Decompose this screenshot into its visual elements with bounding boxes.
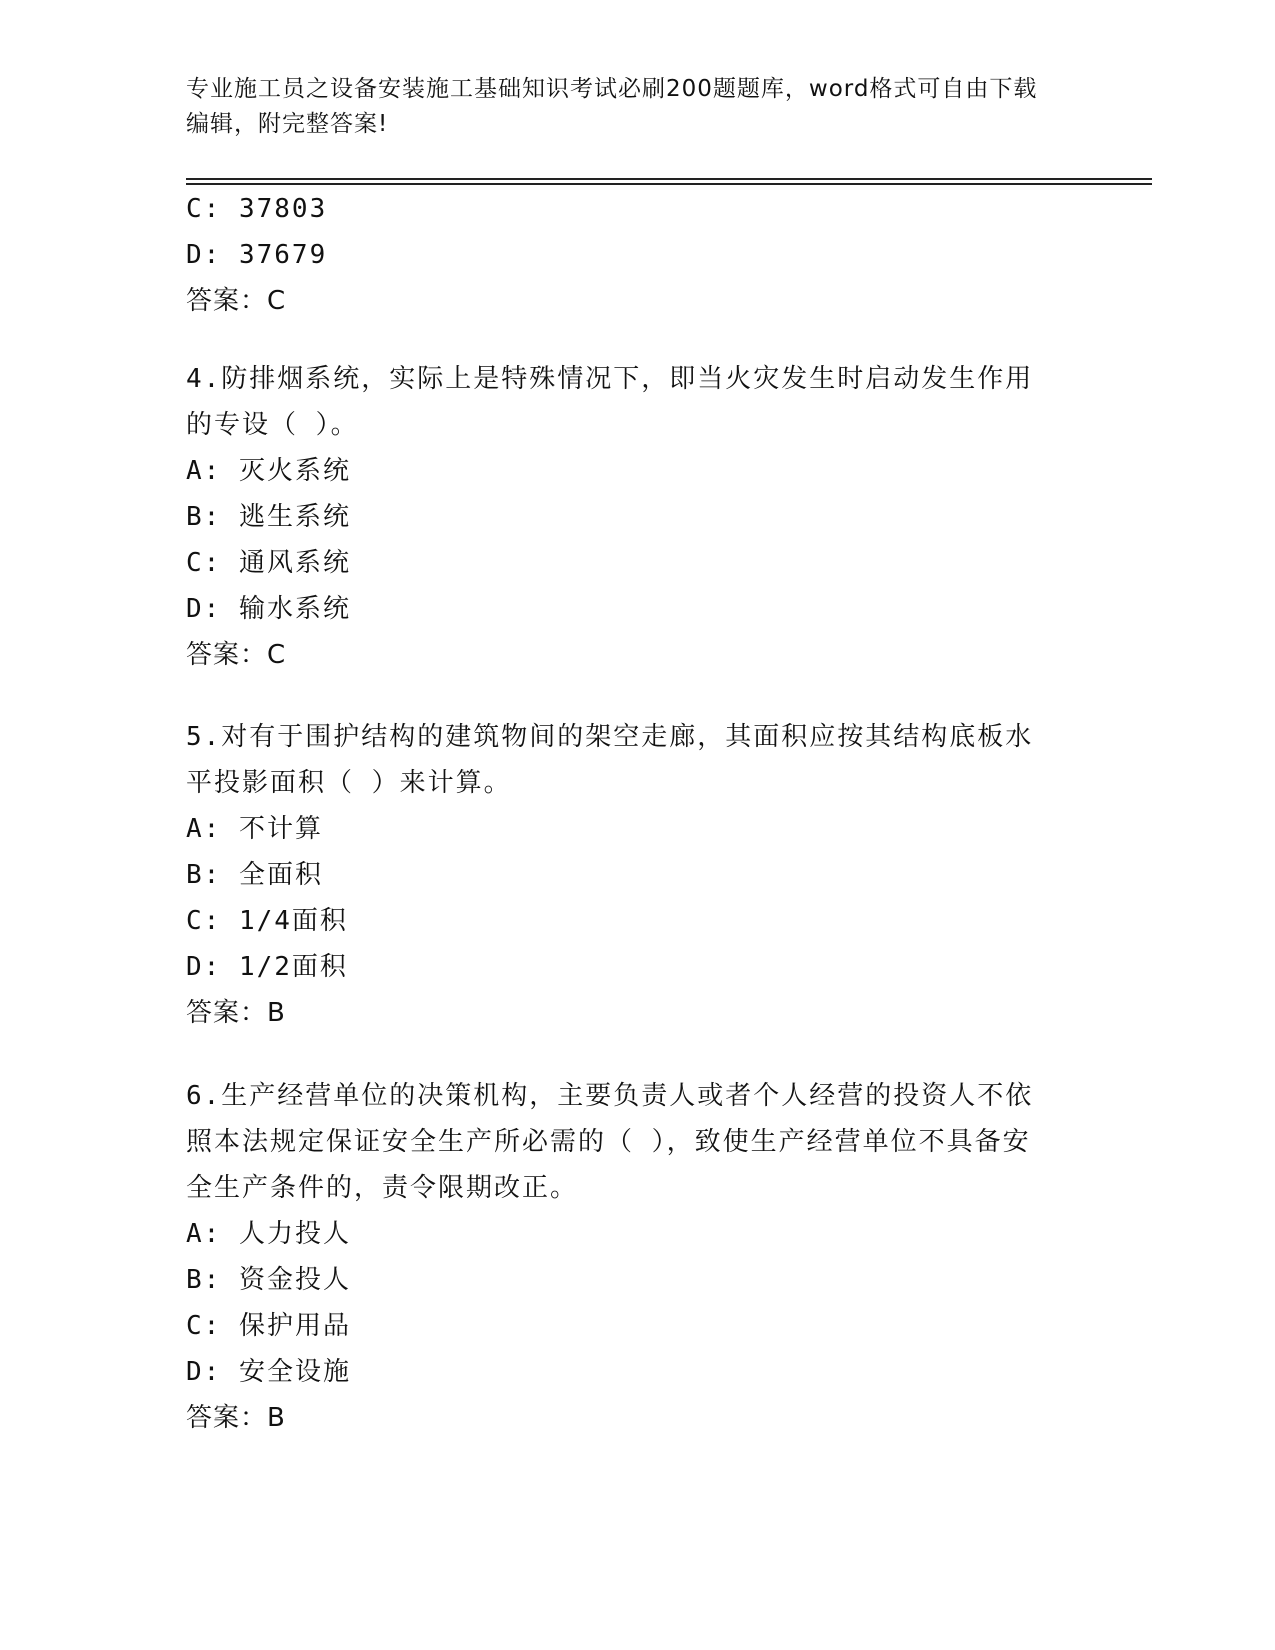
answer-line: 答案：B [186,1403,286,1433]
option-d: D: 输水系统 [186,594,351,624]
option-d: D: 安全设施 [186,1357,351,1387]
option-a: A: 不计算 [186,814,323,844]
header-divider-bottom [186,183,1152,185]
answer-line: 答案：C [186,640,287,670]
question-text-line: 的专设（ ）。 [186,410,359,440]
question-5 [186,714,1086,1036]
question-text-line: 4.防排烟系统，实际上是特殊情况下，即当火灾发生时启动发生作用 [186,364,1034,394]
option-b: B: 逃生系统 [186,502,351,532]
option-d: D: 1/2面积 [186,952,348,982]
option-c: C: 1/4面积 [186,906,348,936]
option-c: C: 通风系统 [186,548,351,578]
option-b: B: 全面积 [186,860,323,890]
answer-line: 答案：C [186,286,287,316]
option-a: A: 人力投人 [186,1219,351,1249]
question-6 [186,1073,1086,1441]
option-c: C: 保护用品 [186,1311,351,1341]
question-text-line: 5.对有于围护结构的建筑物间的架空走廊，其面积应按其结构底板水 [186,722,1034,752]
question-text-line: 平投影面积（ ）来计算。 [186,768,512,798]
question-text-line: 全生产条件的，责令限期改正。 [186,1173,579,1203]
option-d: D: 37679 [186,240,328,270]
option-c: C: 37803 [186,194,328,224]
previous-question-tail [186,186,1086,324]
question-text-line: 6.生产经营单位的决策机构，主要负责人或者个人经营的投资人不依 [186,1081,1034,1111]
question-4 [186,356,1086,678]
header-line-1: 专业施工员之设备安装施工基础知识考试必刷200题题库，word格式可自由下载 [186,76,1038,102]
header-line-2: 编辑，附完整答案! [186,111,389,137]
page-header [186,72,1086,142]
answer-line: 答案：B [186,998,286,1028]
option-a: A: 灭火系统 [186,456,351,486]
header-divider-top [186,178,1152,180]
question-text-line: 照本法规定保证安全生产所必需的（ ），致使生产经营单位不具备安 [186,1127,1031,1157]
option-b: B: 资金投人 [186,1265,351,1295]
